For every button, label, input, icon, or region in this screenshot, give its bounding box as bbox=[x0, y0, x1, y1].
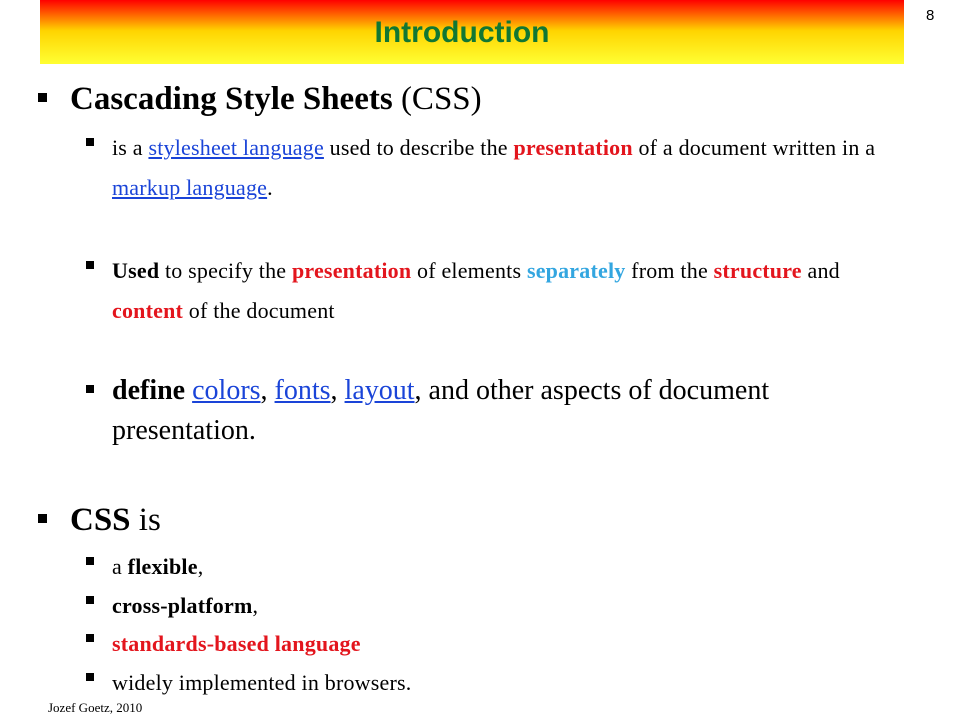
bullet-text bbox=[112, 624, 361, 664]
bullet-marker-icon bbox=[86, 673, 94, 681]
text-run: , bbox=[260, 375, 275, 406]
bullet-marker-icon bbox=[86, 557, 94, 565]
bullet-text bbox=[112, 547, 203, 587]
emphasis-flexible: flexible bbox=[127, 554, 198, 579]
bullet-text bbox=[112, 128, 886, 208]
emphasis-presentation: presentation bbox=[513, 135, 633, 160]
css-heading-bold: Cascading Style Sheets bbox=[70, 81, 393, 117]
bullet-define bbox=[86, 371, 886, 451]
text-run: from the bbox=[625, 258, 714, 283]
fonts-link[interactable]: fonts bbox=[274, 375, 331, 406]
text-run: used to describe the bbox=[323, 135, 514, 160]
title-bar bbox=[40, 0, 904, 64]
emphasis-cross-platform: cross-platform bbox=[112, 593, 253, 618]
bullet-marker-icon bbox=[38, 93, 47, 102]
text-run: of a document written in a bbox=[632, 135, 876, 160]
css-is-heading-bold: CSS bbox=[70, 502, 131, 538]
bullet-marker-icon bbox=[86, 138, 94, 146]
bullet-css-is bbox=[38, 501, 161, 539]
emphasis-presentation: presentation bbox=[291, 258, 412, 283]
bullet-marker-icon bbox=[38, 514, 47, 523]
bullet-text bbox=[112, 371, 886, 451]
text-run: to specify the bbox=[159, 258, 292, 283]
bullet-cross-platform bbox=[86, 586, 258, 626]
bullet-marker-icon bbox=[86, 596, 94, 604]
bullet-flexible bbox=[86, 547, 203, 587]
emphasis-define: define bbox=[112, 375, 186, 406]
bullet-used-to-specify bbox=[86, 251, 916, 331]
text-run: , bbox=[252, 593, 259, 618]
slide-title: Introduction bbox=[374, 16, 550, 49]
bullet-css-definition bbox=[38, 80, 482, 118]
css-is-heading bbox=[70, 501, 161, 539]
emphasis-content: content bbox=[112, 298, 184, 323]
css-heading bbox=[70, 80, 482, 118]
colors-link[interactable]: colors bbox=[192, 375, 261, 406]
bullet-text bbox=[112, 251, 916, 331]
layout-link[interactable]: layout bbox=[344, 375, 415, 406]
markup-language-link[interactable]: markup language bbox=[112, 175, 268, 200]
text-run: of elements bbox=[411, 258, 527, 283]
emphasis-separately: separately bbox=[526, 258, 626, 283]
footer-author: Jozef Goetz, 2010 bbox=[48, 700, 143, 715]
text-run: and bbox=[801, 258, 840, 283]
bullet-stylesheet-language bbox=[86, 128, 886, 208]
bullet-widely-implemented bbox=[86, 663, 411, 703]
css-is-heading-rest: is bbox=[130, 502, 161, 538]
css-heading-rest: (CSS) bbox=[392, 81, 482, 117]
text-run: is a bbox=[112, 135, 149, 160]
text-run: , bbox=[330, 375, 345, 406]
emphasis-used: Used bbox=[112, 258, 160, 283]
bullet-marker-icon bbox=[86, 261, 94, 269]
bullet-marker-icon bbox=[86, 385, 94, 393]
emphasis-structure: structure bbox=[713, 258, 802, 283]
text-run: of the document bbox=[183, 298, 335, 323]
text-run: . bbox=[267, 175, 273, 200]
text-run: a bbox=[112, 554, 128, 579]
text-run: , bbox=[197, 554, 204, 579]
bullet-text: widely implemented in browsers. bbox=[112, 670, 412, 695]
stylesheet-language-link[interactable]: stylesheet language bbox=[148, 135, 324, 160]
emphasis-standards-based: standards-based language bbox=[112, 631, 361, 656]
text-run: , and other aspects of document presentation. bbox=[112, 375, 770, 446]
bullet-text bbox=[112, 586, 258, 626]
bullet-standards-based bbox=[86, 624, 361, 664]
slide-number: 8 bbox=[926, 7, 935, 24]
bullet-marker-icon bbox=[86, 634, 94, 642]
